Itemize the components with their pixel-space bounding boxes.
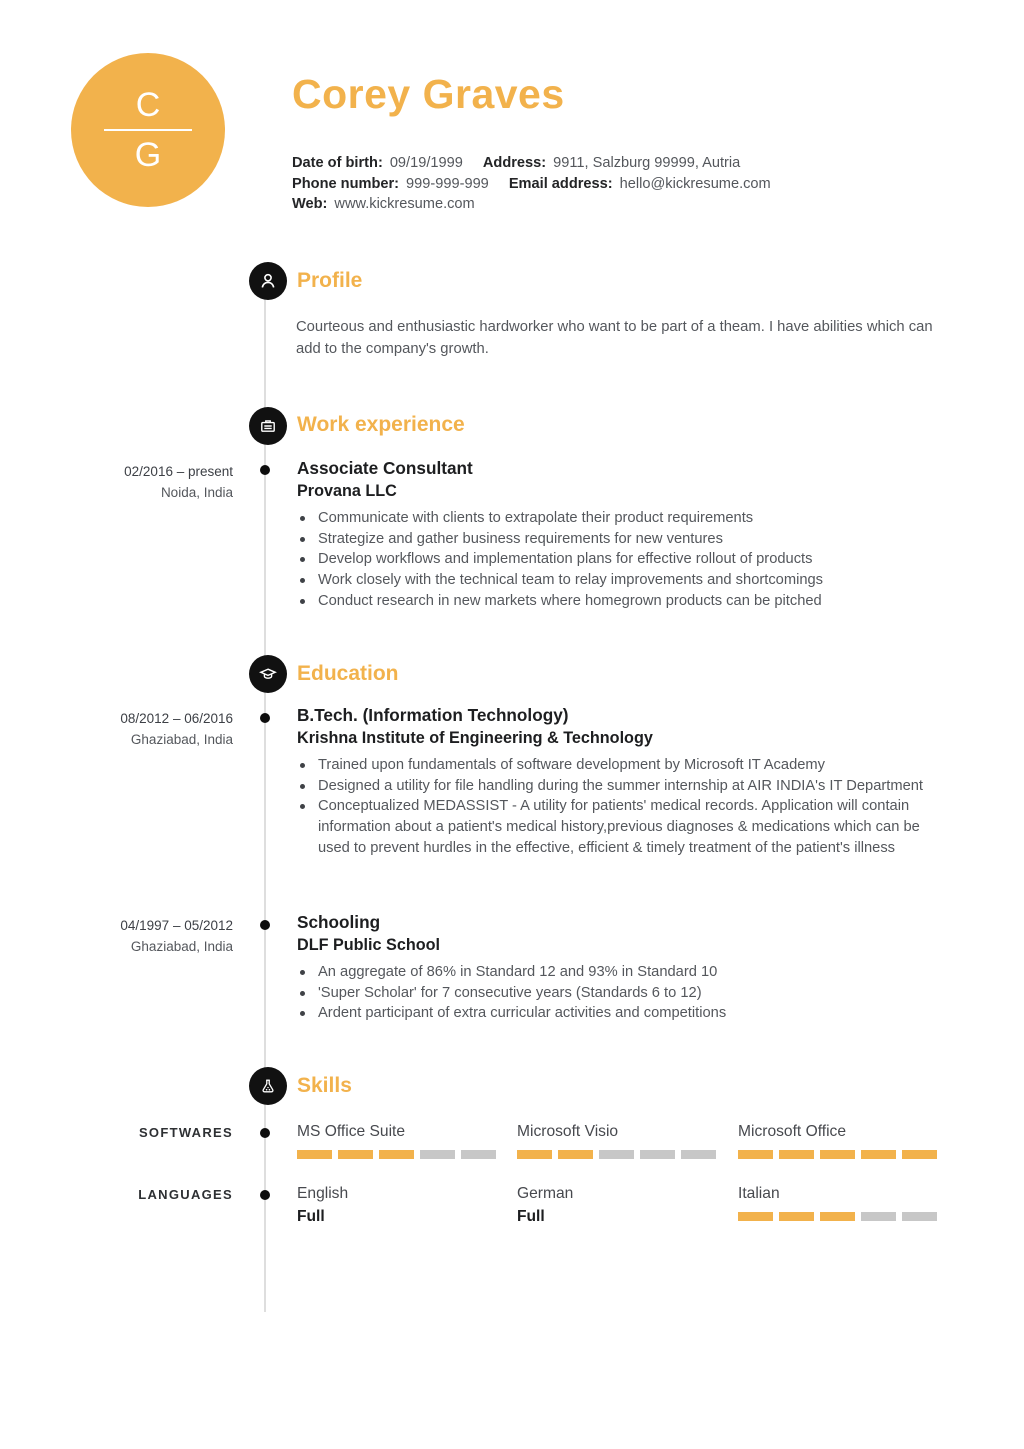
skill-bar-segment bbox=[338, 1150, 373, 1159]
bullet-item: Develop workflows and implementation plans for effective rollout of products bbox=[297, 549, 945, 570]
skill-bar-segment bbox=[599, 1150, 634, 1159]
education-entry-role: Schooling bbox=[297, 912, 381, 932]
education-entry bbox=[297, 705, 945, 859]
skill-ms-office-suite bbox=[297, 1122, 507, 1159]
education-entry-org: Krishna Institute of Engineering & Technology bbox=[297, 729, 653, 747]
language-level: Full bbox=[517, 1208, 545, 1225]
bullet-item: Work closely with the technical team to relay improvements and shortcomings bbox=[297, 570, 945, 591]
graduation-cap-icon bbox=[249, 655, 287, 693]
timeline-marker bbox=[260, 713, 270, 723]
language-english bbox=[297, 1184, 507, 1227]
briefcase-icon bbox=[249, 407, 287, 445]
work-entry-org: Provana LLC bbox=[297, 482, 397, 500]
timeline-marker bbox=[260, 1190, 270, 1200]
skill-bar-segment bbox=[379, 1150, 414, 1159]
phone-value: 999-999-999 bbox=[406, 175, 489, 192]
briefcase-icon-svg bbox=[256, 414, 280, 438]
skill-bar-segment bbox=[861, 1150, 896, 1159]
skill-bar-segment bbox=[779, 1212, 814, 1221]
avatar bbox=[71, 53, 225, 207]
skill-bar-segment bbox=[681, 1150, 716, 1159]
work-entry-location: Noida, India bbox=[160, 485, 233, 500]
contact-line-2 bbox=[292, 174, 771, 195]
bullet-item: Strategize and gather business requirements for new ventures bbox=[297, 529, 945, 550]
education-entry-bullets bbox=[297, 962, 945, 1024]
softwares-label: SOFTWARES bbox=[138, 1125, 233, 1140]
bullet-item: 'Super Scholar' for 7 consecutive years (Standards 6 to 12) bbox=[297, 983, 945, 1004]
section-title-profile: Profile bbox=[297, 269, 363, 292]
contact-block bbox=[292, 153, 771, 215]
bullet-item: Ardent participant of extra curricular activities and competitions bbox=[297, 1003, 945, 1024]
contact-line-3 bbox=[292, 194, 771, 215]
section-title-skills: Skills bbox=[297, 1074, 352, 1097]
email-value[interactable]: hello@kickresume.com bbox=[619, 175, 771, 192]
flask-icon bbox=[249, 1067, 287, 1105]
skill-bar-segment bbox=[902, 1212, 937, 1221]
bullet-item: Communicate with clients to extrapolate their product requirements bbox=[297, 508, 945, 529]
skill-name: MS Office Suite bbox=[297, 1123, 406, 1140]
avatar-initial-top: C bbox=[135, 86, 161, 124]
education-entry-location: Ghaziabad, India bbox=[130, 732, 233, 747]
skill-bar-segment bbox=[820, 1150, 855, 1159]
skill-microsoft-visio bbox=[517, 1122, 727, 1159]
address-label: Address: bbox=[482, 155, 547, 171]
skill-bar bbox=[738, 1150, 948, 1159]
skill-name: Microsoft Visio bbox=[517, 1123, 619, 1140]
skill-bar-segment bbox=[297, 1150, 332, 1159]
skill-bar-segment bbox=[738, 1212, 773, 1221]
skill-bar-segment bbox=[902, 1150, 937, 1159]
skill-bar-segment bbox=[738, 1150, 773, 1159]
skill-bar-segment bbox=[558, 1150, 593, 1159]
bullet-item: Conduct research in new markets where homegrown products can be pitched bbox=[297, 591, 945, 612]
dob-label: Date of birth: bbox=[292, 155, 383, 171]
timeline-marker bbox=[260, 920, 270, 930]
bullet-item: Conceptualized MEDASSIST - A utility for patients' medical records. Application will contain information about a patient's medical history,previous diagnoses & medications which can be used to prevent hurdles in the effective, efficient & timely treatment of the patient's illness bbox=[297, 796, 945, 858]
education-entry-bullets bbox=[297, 755, 945, 859]
email-label: Email address: bbox=[508, 175, 613, 192]
avatar-initial-bottom: G bbox=[134, 136, 162, 174]
web-label: Web: bbox=[292, 196, 328, 213]
section-title-work: Work experience bbox=[297, 413, 465, 436]
skill-bar-segment bbox=[861, 1212, 896, 1221]
dob-value: 09/19/1999 bbox=[389, 155, 463, 171]
skill-microsoft-office bbox=[738, 1122, 948, 1159]
phone-label: Phone number: bbox=[292, 175, 400, 192]
work-entry-bullets bbox=[297, 508, 945, 612]
person-icon-svg bbox=[256, 269, 280, 293]
language-level: Full bbox=[297, 1208, 325, 1225]
section-title-education: Education bbox=[297, 662, 399, 685]
education-entry-dates bbox=[0, 915, 233, 957]
skill-bar-segment bbox=[420, 1150, 455, 1159]
avatar-divider bbox=[104, 129, 192, 131]
education-entry bbox=[297, 912, 945, 1024]
work-entry-role: Associate Consultant bbox=[297, 458, 473, 478]
flask-icon-svg bbox=[256, 1074, 280, 1098]
work-entry bbox=[297, 458, 945, 612]
timeline-marker bbox=[260, 1128, 270, 1138]
page-title: Corey Graves bbox=[292, 71, 565, 117]
skill-bar bbox=[517, 1150, 727, 1159]
skill-bar-segment bbox=[640, 1150, 675, 1159]
education-entry-role: B.Tech. (Information Technology) bbox=[297, 705, 569, 725]
profile-text: Courteous and enthusiastic hardworker who want to be part of a theam. I have abilities which can add to the company's growth. bbox=[296, 319, 933, 357]
graduation-cap-icon-svg bbox=[256, 662, 280, 686]
skill-name: Microsoft Office bbox=[738, 1123, 847, 1140]
skill-bar-segment bbox=[517, 1150, 552, 1159]
bullet-item: Designed a utility for file handling during the summer internship at AIR INDIA's IT Department bbox=[297, 776, 945, 797]
skill-bar-segment bbox=[461, 1150, 496, 1159]
language-german bbox=[517, 1184, 727, 1227]
skill-bar-segment bbox=[779, 1150, 814, 1159]
education-entry-org: DLF Public School bbox=[297, 936, 440, 954]
education-entry-location: Ghaziabad, India bbox=[130, 939, 233, 954]
contact-line-1 bbox=[292, 153, 771, 174]
web-value[interactable]: www.kickresume.com bbox=[334, 196, 475, 213]
language-name: Italian bbox=[738, 1185, 780, 1202]
work-entry-dates bbox=[0, 461, 233, 503]
person-icon bbox=[249, 262, 287, 300]
language-bar bbox=[738, 1212, 948, 1221]
education-entry-date: 08/2012 – 06/2016 bbox=[120, 711, 233, 726]
education-entry-date: 04/1997 – 05/2012 bbox=[120, 918, 233, 933]
language-name: English bbox=[297, 1185, 349, 1202]
education-entry-dates bbox=[0, 708, 233, 750]
skill-bar-segment bbox=[820, 1212, 855, 1221]
timeline-marker bbox=[260, 465, 270, 475]
skill-bar bbox=[297, 1150, 507, 1159]
bullet-item: An aggregate of 86% in Standard 12 and 93% in Standard 10 bbox=[297, 962, 945, 983]
work-entry-date: 02/2016 – present bbox=[124, 464, 233, 479]
address-value: 9911, Salzburg 99999, Autria bbox=[553, 155, 741, 171]
language-italian bbox=[738, 1184, 948, 1221]
language-name: German bbox=[517, 1185, 574, 1202]
languages-label: LANGUAGES bbox=[138, 1187, 233, 1202]
bullet-item: Trained upon fundamentals of software development by Microsoft IT Academy bbox=[297, 755, 945, 776]
